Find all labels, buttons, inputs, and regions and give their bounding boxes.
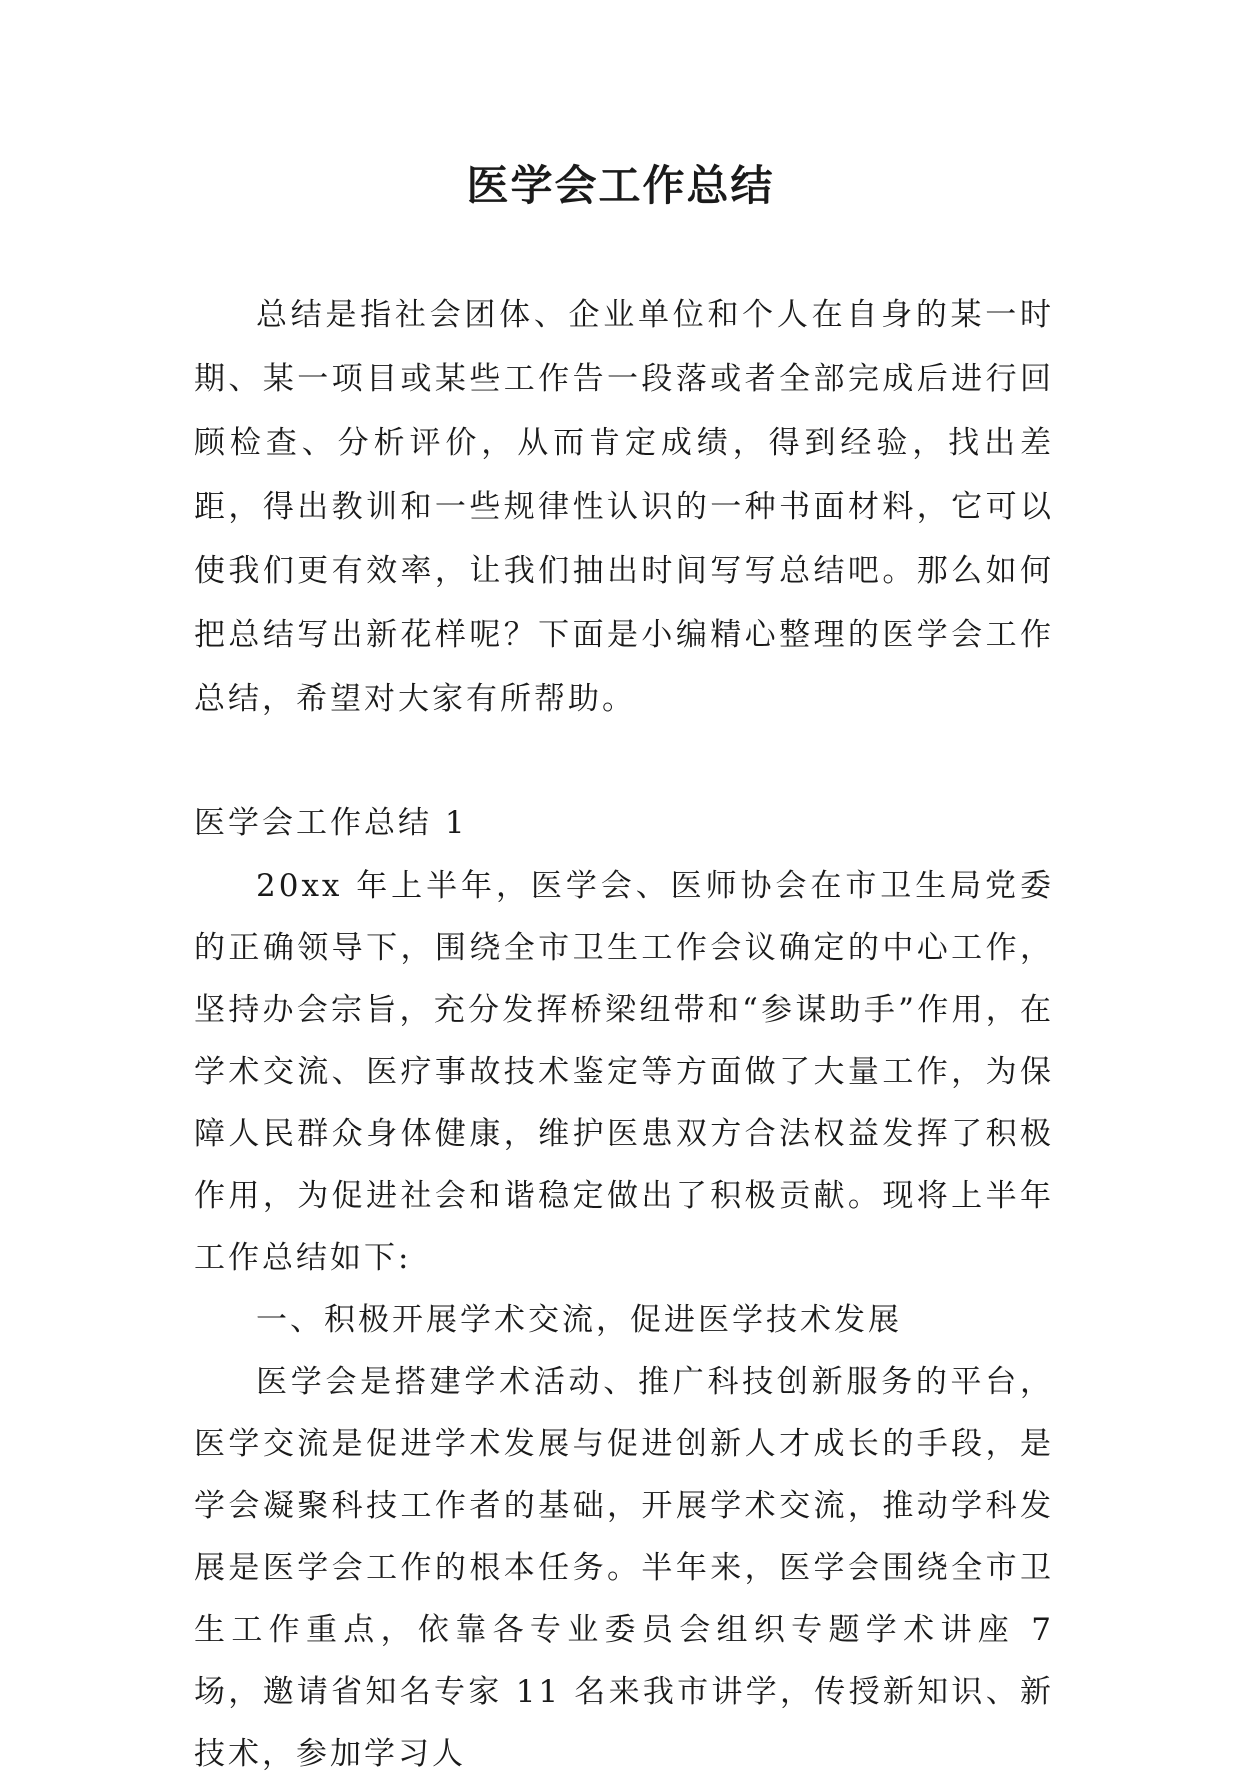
section-title: 医学会工作总结 1 <box>194 805 468 841</box>
body-paragraph-2: 医学会是搭建学术活动、推广科技创新服务的平台，医学交流是促进学术发展与促进创新人才成长的手段，是学会凝聚科技工作者的基础，开展学术交流，推动学科发展是医学会工作的根本任务。半年来，医学会围绕全市卫生工作重点，依靠各专业委员会组织专题学术讲座 7 场，邀请省知名专家 11 名来我市讲学，传授新知识、新技术，参加学习人 <box>194 1364 1054 1772</box>
document-title: 医学会工作总结 <box>466 161 775 210</box>
section-heading-1: 一、积极开展学术交流，促进医学技术发展 <box>256 1302 902 1338</box>
document-body <box>194 283 1054 1785</box>
body-paragraph-1: 20xx 年上半年，医学会、医师协会在市卫生局党委的正确领导下，围绕全市卫生工作会议确定的中心工作，坚持办会宗旨，充分发挥桥梁纽带和“参谋助手”作用，在学术交流、医疗事故技术鉴定等方面做了大量工作，为保障人民群众身体健康，维护医患双方合法权益发挥了积极作用，为促进社会和谐稳定做出了积极贡献。现将上半年工作总结如下: <box>194 868 1054 1276</box>
intro-paragraph: 总结是指社会团体、企业单位和个人在自身的某一时期、某一项目或某些工作告一段落或者全部完成后进行回顾检查、分析评价，从而肯定成绩，得到经验，找出差距，得出教训和一些规律性认识的一种书面材料，它可以使我们更有效率，让我们抽出时间写写总结吧。那么如何把总结写出新花样呢？下面是小编精心整理的医学会工作总结，希望对大家有所帮助。 <box>194 297 1054 717</box>
